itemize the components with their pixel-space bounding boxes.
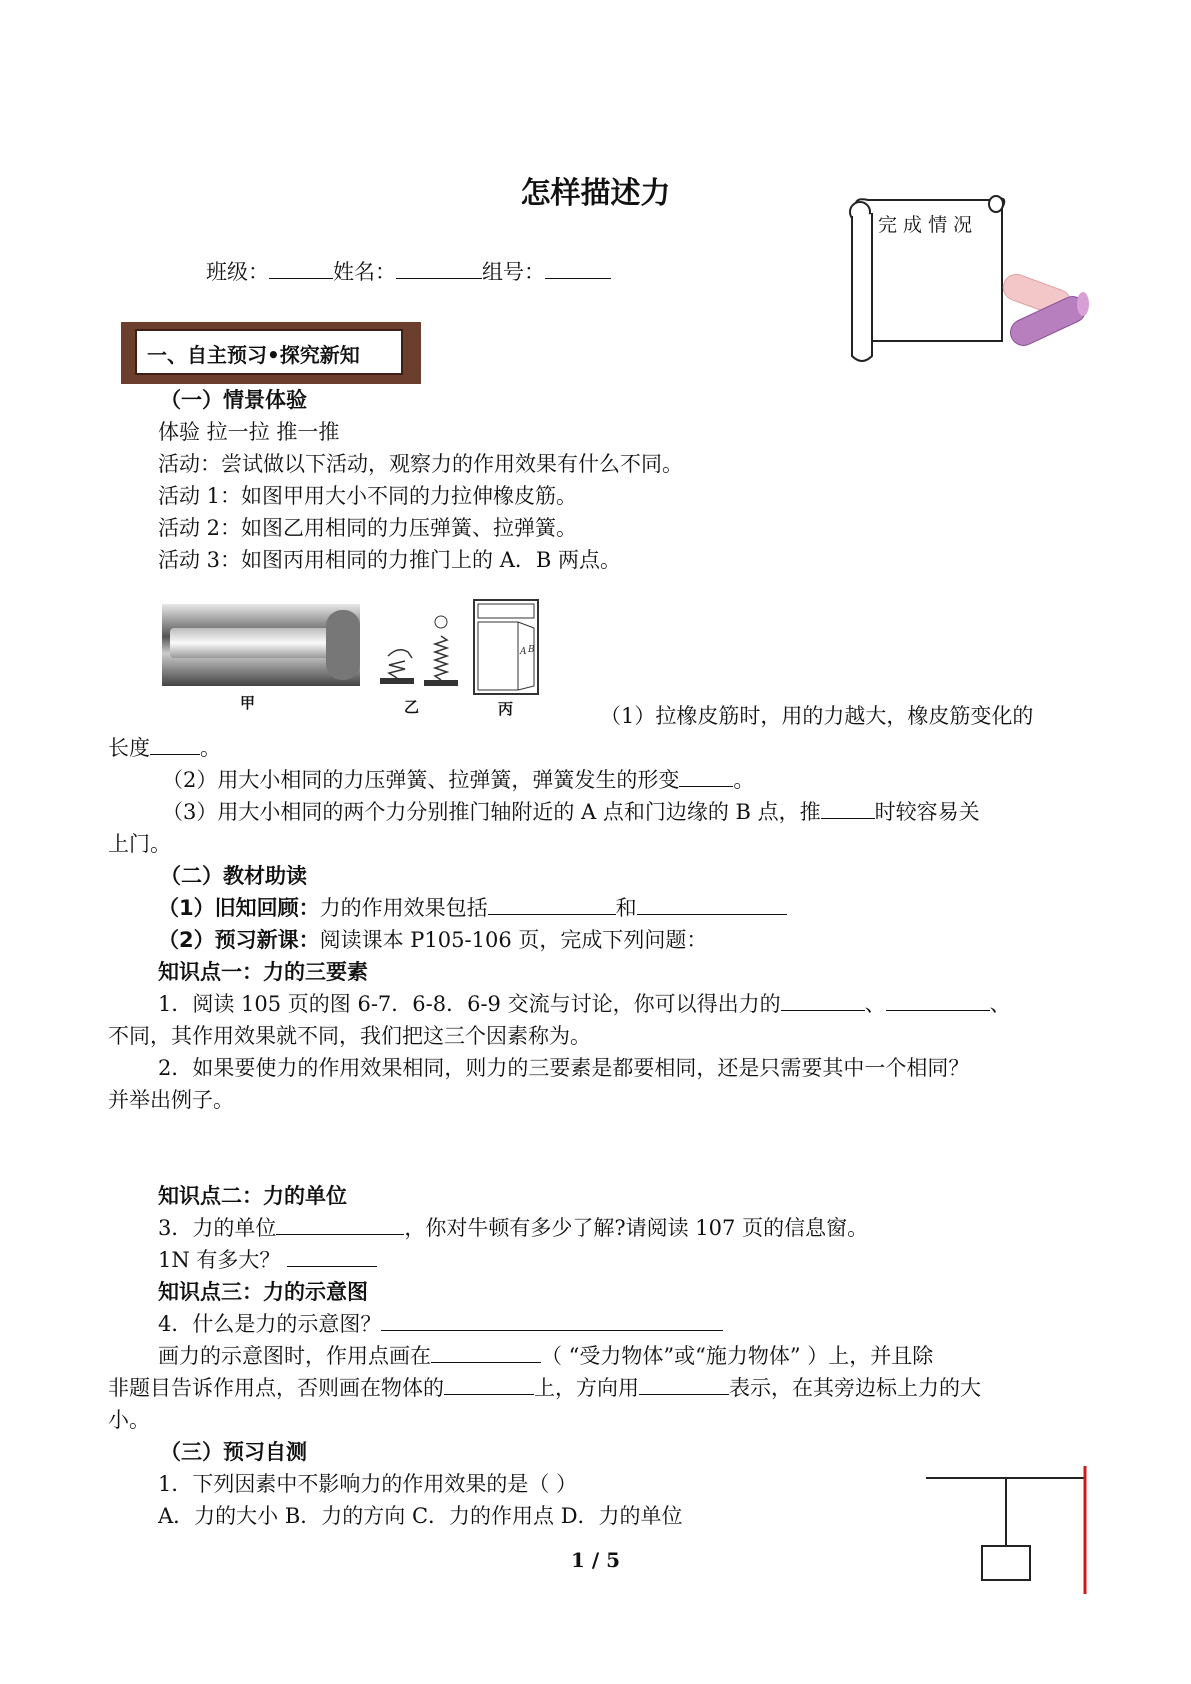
door-label-a: A (520, 647, 527, 657)
kp1-sep1: 、 (864, 992, 886, 1016)
figure-rubber-band (162, 604, 360, 686)
rolled-paper-icon (1000, 271, 1090, 350)
banner-text: 一、自主预习•探究新知 (147, 343, 360, 367)
q2-blank[interactable] (679, 764, 733, 787)
kp1-blank-2[interactable] (886, 988, 990, 1011)
subheading-2: （二）教材助读 (160, 864, 307, 888)
kp3-para-1 (158, 1340, 933, 1372)
kp3-blank-3[interactable] (639, 1372, 729, 1395)
figure-label-bing: 丙 (498, 700, 514, 718)
q1-blank[interactable] (150, 732, 200, 755)
subheading-3: （三）预习自测 (160, 1440, 307, 1464)
preview-label: （2）预习新课： (158, 928, 320, 952)
question-1b (108, 732, 221, 764)
activity-intro: 活动：尝试做以下活动，观察力的作用效果有什么不同。 (158, 452, 683, 476)
question-3c: 上门。 (108, 832, 171, 856)
knowledge-point-3: 知识点三：力的示意图 (158, 1280, 368, 1304)
activity-2: 活动 2：如图乙用相同的力压弹簧、拉弹簧。 (158, 516, 578, 540)
question-1a: （1）拉橡皮筋时，用的力越大，橡皮筋变化的 (600, 704, 1034, 728)
kp3-p2-text-c: 表示，在其旁边标上力的大 (729, 1376, 981, 1400)
question-3-text: （3）用大小相同的两个力分别推门轴附近的 A 点和门边缘的 B 点，推 (162, 800, 821, 824)
review-label: （1）旧知回顾： (158, 896, 320, 920)
page-title: 怎样描述力 (520, 176, 671, 211)
activity-1: 活动 1：如图甲用大小不同的力拉伸橡皮筋。 (158, 484, 578, 508)
kp1-question-1 (158, 988, 1011, 1020)
kp3-p2-text-b: 上，方向用 (534, 1376, 639, 1400)
kp3-p1-text-b: （ “受力物体”或“施力物体” ）上，并且除 (541, 1344, 934, 1368)
kp2-1n-blank[interactable] (287, 1244, 377, 1267)
kp1-sep2: 、 (989, 992, 1011, 1016)
kp3-q4-text: 4．什么是力的示意图？ (158, 1312, 382, 1336)
preview-line (158, 924, 707, 956)
kp2-1n (158, 1244, 377, 1276)
kp3-blank-1[interactable] (431, 1340, 541, 1363)
knowledge-point-1: 知识点一：力的三要素 (158, 960, 368, 984)
class-label: 班级： (206, 260, 269, 284)
question-1b-text: 长度 (108, 736, 150, 760)
figure-door (472, 598, 552, 698)
kp3-blank-2[interactable] (444, 1372, 534, 1395)
self-test-options: A．力的大小 B．力的方向 C．力的作用点 D．力的单位 (158, 1504, 683, 1528)
activity-3: 活动 3：如图丙用相同的力推门上的 A．B 两点。 (158, 548, 621, 572)
kp2-blank[interactable] (276, 1212, 404, 1235)
name-label: 姓名： (333, 260, 396, 284)
kp3-p1-text: 画力的示意图时，作用点画在 (158, 1344, 431, 1368)
section-banner (121, 322, 421, 384)
kp2-1n-text: 1N 有多大？ (158, 1248, 281, 1272)
subheading-1: （一）情景体验 (160, 388, 307, 412)
kp1-q1b-text: 不同，其作用效果就不同，我们把这三个因素称为 (108, 1024, 570, 1048)
kp2-q3-text-b: ，你对牛顿有多少了解?请阅读 107 页的信息窗。 (404, 1216, 869, 1240)
question-3 (162, 796, 980, 828)
class-blank[interactable] (269, 256, 333, 279)
kp3-para-3: 小。 (108, 1408, 150, 1432)
kp1-blank-1[interactable] (781, 988, 865, 1011)
kp3-para-2 (108, 1372, 981, 1404)
figure-label-jia: 甲 (240, 694, 256, 712)
kp3-p2-text: 非题目告诉作用点，否则画在物体的 (108, 1376, 444, 1400)
experience-line: 体验 拉一拉 推一推 (158, 420, 340, 444)
kp2-q3-text: 3．力的单位 (158, 1216, 277, 1240)
kp1-question-2a: 2．如果要使力的作用效果相同，则力的三要素是都要相同，还是只需要其中一个相同？ (158, 1056, 970, 1080)
preview-text: 阅读课本 P105-106 页，完成下列问题： (319, 928, 708, 952)
review-text: 力的作用效果包括 (319, 896, 488, 920)
kp1-q1-text: 1．阅读 105 页的图 6-7．6-8．6-9 交流与讨论，你可以得出力的 (158, 992, 781, 1016)
self-test-q1: 1．下列因素中不影响力的作用效果的是（ ） (158, 1472, 578, 1496)
question-2 (162, 764, 754, 796)
hanging-box-diagram (926, 1466, 1096, 1596)
kp1-q1-end: 。 (570, 1024, 591, 1048)
q2-end: 。 (733, 768, 755, 792)
knowledge-point-2: 知识点二：力的单位 (158, 1184, 347, 1208)
kp3-question-4 (158, 1308, 723, 1340)
kp1-question-2b: 并举出例子。 (108, 1088, 234, 1112)
review-blank-2[interactable] (637, 892, 787, 915)
figure-spring (372, 614, 464, 694)
review-line (158, 892, 787, 924)
page-number: 1 / 5 (570, 1548, 621, 1572)
figure-label-yi: 乙 (404, 698, 420, 716)
kp2-question-3 (158, 1212, 868, 1244)
header-fields (206, 256, 611, 288)
completion-label: 完 成 情 况 (878, 214, 973, 236)
review-blank-1[interactable] (488, 892, 616, 915)
kp1-question-1b (108, 1020, 591, 1052)
group-blank[interactable] (545, 256, 611, 279)
review-and: 和 (615, 896, 637, 920)
group-label: 组号： (482, 260, 545, 284)
q1-end: 。 (200, 736, 221, 760)
door-label-b: B (528, 645, 535, 655)
q3-blank[interactable] (821, 796, 875, 819)
name-blank[interactable] (396, 256, 482, 279)
kp3-q4-blank[interactable] (381, 1308, 723, 1331)
question-3-text-b: 时较容易关 (874, 800, 980, 824)
question-2-text: （2）用大小相同的力压弹簧、拉弹簧，弹簧发生的形变 (162, 768, 680, 792)
